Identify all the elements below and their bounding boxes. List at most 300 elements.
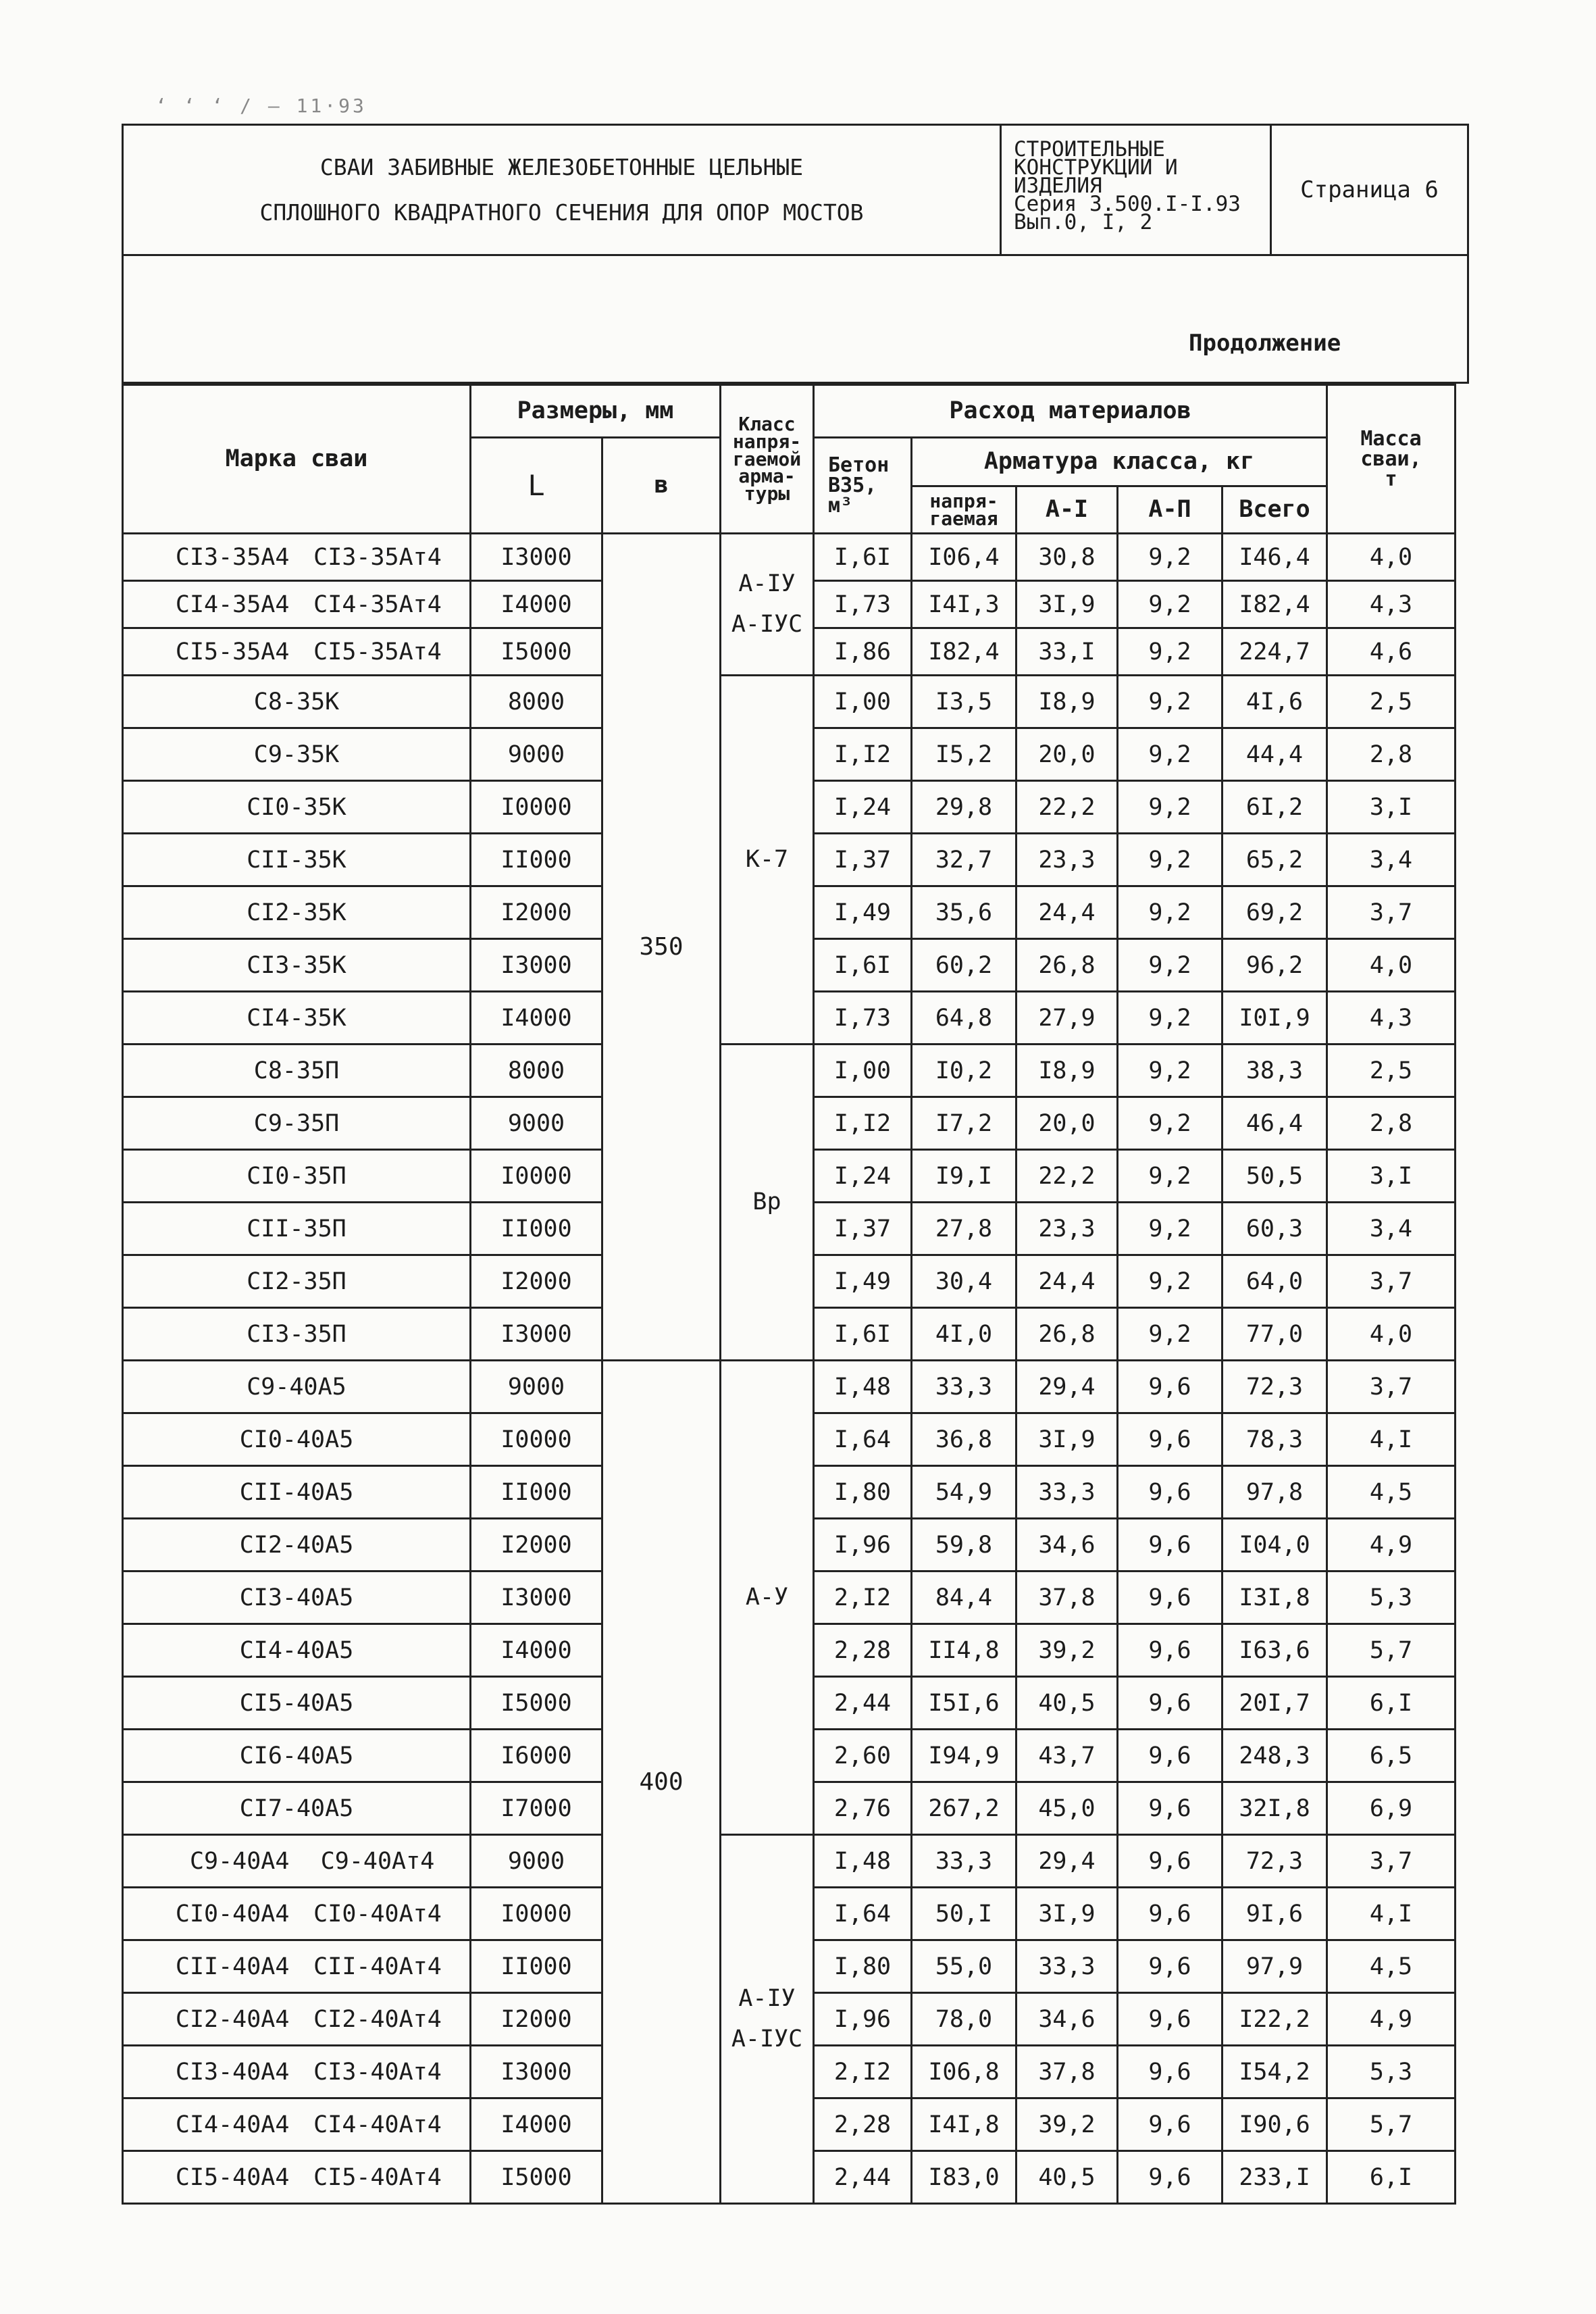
- pile-mark: CI2-35К: [123, 886, 471, 939]
- col-mark-header: Марка сваи: [123, 385, 471, 534]
- pile-mark-alt: C9-40Ат4: [320, 1847, 435, 1875]
- pile-length: 8000: [471, 1045, 602, 1097]
- pile-length: 8000: [471, 676, 602, 728]
- concrete-volume: I,49: [814, 1255, 912, 1308]
- document-title: [124, 126, 1002, 254]
- pile-mass: 4,9: [1327, 1993, 1456, 2046]
- width-group-400: 400: [602, 1361, 721, 2204]
- rebar-a1: 27,9: [1016, 992, 1118, 1045]
- rebar-total: 97,9: [1222, 1940, 1327, 1993]
- class-group-a4: [721, 534, 814, 676]
- prestressed-rebar: I9,I: [912, 1150, 1016, 1203]
- prestressed-rebar: 27,8: [912, 1203, 1016, 1255]
- pile-length: II000: [471, 1466, 602, 1519]
- prestressed-header-line-1: напря-: [929, 489, 998, 512]
- pile-mark: [123, 1888, 471, 1940]
- col-mass-header: [1327, 385, 1456, 534]
- table-row: [123, 676, 1456, 728]
- prestressed-rebar: 60,2: [912, 939, 1016, 992]
- pile-length: I2000: [471, 1255, 602, 1308]
- pile-mass: 4,0: [1327, 1308, 1456, 1361]
- rebar-a1: 20,0: [1016, 1097, 1118, 1150]
- rebar-a1: 23,3: [1016, 1203, 1118, 1255]
- pile-mass: 5,3: [1327, 2046, 1456, 2098]
- concrete-volume: I,64: [814, 1888, 912, 1940]
- rebar-a1: 34,6: [1016, 1519, 1118, 1571]
- prestressed-rebar: 54,9: [912, 1466, 1016, 1519]
- pile-mass: 3,I: [1327, 1150, 1456, 1203]
- pile-mass: 3,7: [1327, 1255, 1456, 1308]
- pile-length: I0000: [471, 1413, 602, 1466]
- pile-mass: 6,9: [1327, 1782, 1456, 1835]
- rebar-a2: 9,6: [1118, 1940, 1222, 1993]
- pile-mass: 6,I: [1327, 2151, 1456, 2204]
- pile-mark: CI2-40А5: [123, 1519, 471, 1571]
- prestressed-rebar: I94,9: [912, 1730, 1016, 1782]
- pile-mass: 6,I: [1327, 1677, 1456, 1730]
- pile-mass: 3,7: [1327, 1361, 1456, 1413]
- concrete-volume: I,00: [814, 1045, 912, 1097]
- pile-mark: CI3-40А5: [123, 1571, 471, 1624]
- rebar-a1: 45,0: [1016, 1782, 1118, 1835]
- rebar-a2: 9,6: [1118, 1993, 1222, 2046]
- col-length-header: L: [471, 438, 602, 534]
- mass-header-line-2: сваи,: [1360, 447, 1422, 471]
- pile-mark-primary: CI4-40А4: [175, 2111, 290, 2138]
- concrete-volume: 2,44: [814, 2151, 912, 2204]
- pile-mass: 4,0: [1327, 534, 1456, 581]
- document-code-mark: ʻ ʻ ʻ / — 11·93: [155, 95, 367, 117]
- prestressed-rebar: I4I,3: [912, 581, 1016, 628]
- pile-length: I3000: [471, 534, 602, 581]
- table-body: [123, 534, 1456, 2204]
- rebar-a2: 9,6: [1118, 1466, 1222, 1519]
- pile-mark-alt: CI5-35Ат4: [313, 638, 442, 665]
- concrete-header-line-2: В35,: [828, 473, 877, 497]
- rebar-a2: 9,2: [1118, 781, 1222, 834]
- concrete-volume: I,24: [814, 1150, 912, 1203]
- table-row: [123, 1361, 1456, 1413]
- prestressed-rebar: 59,8: [912, 1519, 1016, 1571]
- table-row: [123, 1045, 1456, 1097]
- rebar-a1: 22,2: [1016, 1150, 1118, 1203]
- rebar-a2: 9,2: [1118, 534, 1222, 581]
- prestressed-rebar: 78,0: [912, 1993, 1016, 2046]
- pile-mark: CI6-40А5: [123, 1730, 471, 1782]
- width-group-350: 350: [602, 534, 721, 1361]
- concrete-volume: I,24: [814, 781, 912, 834]
- pile-mark-primary: CI3-35А4: [175, 543, 290, 571]
- class-label: К-7: [745, 845, 789, 873]
- pile-mark: CI2-35П: [123, 1255, 471, 1308]
- pile-mass: 4,I: [1327, 1888, 1456, 1940]
- prestressed-rebar: 36,8: [912, 1413, 1016, 1466]
- pile-length: II000: [471, 1203, 602, 1255]
- class-header-line-4: арма-: [738, 465, 796, 488]
- prestressed-rebar: 33,3: [912, 1835, 1016, 1888]
- rebar-a2: 9,2: [1118, 1308, 1222, 1361]
- prestressed-rebar: II4,8: [912, 1624, 1016, 1677]
- continuation-label: Продолжение: [1189, 330, 1341, 357]
- concrete-volume: 2,28: [814, 2098, 912, 2151]
- mass-header-line-3: т: [1385, 467, 1397, 491]
- pile-length: 9000: [471, 1361, 602, 1413]
- pile-mark: C8-35П: [123, 1045, 471, 1097]
- pile-mark-alt: CI2-40Ат4: [313, 2005, 442, 2033]
- rebar-a2: 9,6: [1118, 1677, 1222, 1730]
- pile-mark: C9-40А5: [123, 1361, 471, 1413]
- rebar-a1: 33,3: [1016, 1466, 1118, 1519]
- rebar-a1: 3I,9: [1016, 1413, 1118, 1466]
- rebar-a1: 37,8: [1016, 1571, 1118, 1624]
- rebar-a1: 22,2: [1016, 781, 1118, 834]
- pile-mark: C8-35К: [123, 676, 471, 728]
- rebar-a1: 20,0: [1016, 728, 1118, 781]
- rebar-total: 50,5: [1222, 1150, 1327, 1203]
- prestressed-rebar: 84,4: [912, 1571, 1016, 1624]
- pile-mark-primary: CI5-35А4: [175, 638, 290, 665]
- pile-mark-primary: CI5-40А4: [175, 2163, 290, 2191]
- rebar-a1: 33,I: [1016, 628, 1118, 676]
- pile-length: I3000: [471, 1308, 602, 1361]
- rebar-total: I04,0: [1222, 1519, 1327, 1571]
- pile-mark-primary: CI3-40А4: [175, 2058, 290, 2086]
- rebar-a1: I8,9: [1016, 676, 1118, 728]
- rebar-a2: 9,2: [1118, 1255, 1222, 1308]
- title-block-divider: [124, 254, 1467, 256]
- pile-length: I6000: [471, 1730, 602, 1782]
- title-line-1: СВАИ ЗАБИВНЫЕ ЖЕЛЕЗОБЕТОННЫЕ ЦЕЛЬНЫЕ: [319, 154, 804, 180]
- pile-mark-alt: CI0-40Ат4: [313, 1900, 442, 1928]
- concrete-volume: 2,I2: [814, 2046, 912, 2098]
- pile-mass: 2,5: [1327, 1045, 1456, 1097]
- rebar-a2: 9,6: [1118, 1413, 1222, 1466]
- rebar-total: I0I,9: [1222, 992, 1327, 1045]
- concrete-volume: I,6I: [814, 534, 912, 581]
- rebar-a2: 9,6: [1118, 1835, 1222, 1888]
- rebar-total: 72,3: [1222, 1835, 1327, 1888]
- rebar-a2: 9,6: [1118, 1519, 1222, 1571]
- rebar-a1: 37,8: [1016, 2046, 1118, 2098]
- pile-length: 9000: [471, 1097, 602, 1150]
- pile-length: 9000: [471, 1835, 602, 1888]
- series-line-2: КОНСТРУКЦИИ И: [1014, 155, 1178, 180]
- rebar-total: 72,3: [1222, 1361, 1327, 1413]
- pile-mark: CI4-35К: [123, 992, 471, 1045]
- pile-mark: [123, 628, 471, 676]
- rebar-total: 64,0: [1222, 1255, 1327, 1308]
- pile-mass: 3,7: [1327, 1835, 1456, 1888]
- rebar-total: 77,0: [1222, 1308, 1327, 1361]
- rebar-a1: 30,8: [1016, 534, 1118, 581]
- rebar-a1: 29,4: [1016, 1835, 1118, 1888]
- rebar-a2: 9,2: [1118, 676, 1222, 728]
- pile-mass: 3,4: [1327, 1203, 1456, 1255]
- rebar-a2: 9,2: [1118, 1045, 1222, 1097]
- concrete-volume: I,73: [814, 581, 912, 628]
- rebar-total: I63,6: [1222, 1624, 1327, 1677]
- col-total-header: Всего: [1222, 486, 1327, 534]
- rebar-a2: 9,6: [1118, 2046, 1222, 2098]
- class-label: Вр: [752, 1188, 781, 1215]
- concrete-volume: 2,44: [814, 1677, 912, 1730]
- page-number: Страница 6: [1300, 176, 1439, 203]
- rebar-a1: 26,8: [1016, 939, 1118, 992]
- concrete-volume: I,I2: [814, 1097, 912, 1150]
- rebar-total: 44,4: [1222, 728, 1327, 781]
- prestressed-rebar: I06,4: [912, 534, 1016, 581]
- rebar-a2: 9,2: [1118, 1203, 1222, 1255]
- rebar-a1: 23,3: [1016, 834, 1118, 886]
- pile-mark-alt: CI4-35Ат4: [313, 590, 442, 618]
- pile-mark: [123, 2046, 471, 2098]
- prestressed-header-line-2: гаемая: [929, 507, 998, 530]
- pile-mass: 4,5: [1327, 1466, 1456, 1519]
- rebar-total: 4I,6: [1222, 676, 1327, 728]
- pile-mass: 5,7: [1327, 1624, 1456, 1677]
- rebar-a1: 43,7: [1016, 1730, 1118, 1782]
- concrete-volume: I,80: [814, 1466, 912, 1519]
- rebar-total: I22,2: [1222, 1993, 1327, 2046]
- prestressed-rebar: 33,3: [912, 1361, 1016, 1413]
- pile-mark: CII-35П: [123, 1203, 471, 1255]
- rebar-a2: 9,2: [1118, 992, 1222, 1045]
- rebar-a1: 34,6: [1016, 1993, 1118, 2046]
- rebar-a1: 39,2: [1016, 1624, 1118, 1677]
- prestressed-rebar: 29,8: [912, 781, 1016, 834]
- pile-length: I5000: [471, 628, 602, 676]
- prestressed-rebar: 35,6: [912, 886, 1016, 939]
- pile-length: I0000: [471, 1150, 602, 1203]
- concrete-volume: 2,76: [814, 1782, 912, 1835]
- rebar-a2: 9,6: [1118, 1624, 1222, 1677]
- pile-mark: CI5-40А5: [123, 1677, 471, 1730]
- series-line-3: ИЗДЕЛИЯ: [1014, 174, 1102, 198]
- rebar-a2: 9,6: [1118, 2098, 1222, 2151]
- rebar-total: I54,2: [1222, 2046, 1327, 2098]
- col-prestressed-header: [912, 486, 1016, 534]
- rebar-total: 32I,8: [1222, 1782, 1327, 1835]
- pile-mark-primary: CI4-35А4: [175, 590, 290, 618]
- class-label: А-IУ: [738, 570, 796, 597]
- prestressed-rebar: I06,8: [912, 2046, 1016, 2098]
- series-line-4: Серия 3.500.I-I.93: [1014, 192, 1241, 216]
- pile-mass: 4,I: [1327, 1413, 1456, 1466]
- pile-mass: 2,8: [1327, 1097, 1456, 1150]
- pile-mass: 4,5: [1327, 1940, 1456, 1993]
- pile-mark: [123, 581, 471, 628]
- pile-length: I3000: [471, 939, 602, 992]
- pile-mass: 5,3: [1327, 1571, 1456, 1624]
- prestressed-rebar: I82,4: [912, 628, 1016, 676]
- class-group-a5: [721, 1361, 814, 1835]
- rebar-a2: 9,2: [1118, 886, 1222, 939]
- pile-length: I2000: [471, 886, 602, 939]
- pile-mass: 2,5: [1327, 676, 1456, 728]
- prestressed-rebar: I4I,8: [912, 2098, 1016, 2151]
- rebar-a2: 9,2: [1118, 728, 1222, 781]
- class-label: А-IУС: [731, 2025, 803, 2053]
- pile-mark: CI3-35К: [123, 939, 471, 992]
- pile-mark-alt: CII-40Ат4: [313, 1953, 442, 1980]
- concrete-volume: 2,60: [814, 1730, 912, 1782]
- pile-length: I0000: [471, 781, 602, 834]
- class-group-k7: [721, 676, 814, 1045]
- series-line-5: Вып.0, I, 2: [1014, 210, 1153, 234]
- concrete-volume: I,49: [814, 886, 912, 939]
- rebar-total: 20I,7: [1222, 1677, 1327, 1730]
- concrete-volume: I,86: [814, 628, 912, 676]
- concrete-volume: 2,28: [814, 1624, 912, 1677]
- piles-table: [122, 384, 1456, 2205]
- col-concrete-header: [814, 438, 912, 534]
- prestressed-rebar: I5,2: [912, 728, 1016, 781]
- class-header-line-3: гаемой: [732, 447, 802, 470]
- pile-length: I3000: [471, 1571, 602, 1624]
- rebar-a1: 26,8: [1016, 1308, 1118, 1361]
- pile-length: I4000: [471, 2098, 602, 2151]
- rebar-total: 46,4: [1222, 1097, 1327, 1150]
- class-header-line-2: напря-: [732, 430, 802, 453]
- pile-length: I5000: [471, 2151, 602, 2204]
- mass-header-line-1: Масса: [1360, 426, 1422, 451]
- pile-mass: 4,3: [1327, 581, 1456, 628]
- rebar-total: 65,2: [1222, 834, 1327, 886]
- col-materials-header: Расход материалов: [814, 385, 1327, 438]
- pile-mark-primary: CI2-40А4: [175, 2005, 290, 2033]
- col-rebar-header: Арматура класса, кг: [912, 438, 1327, 486]
- rebar-a2: 9,2: [1118, 939, 1222, 992]
- pile-mark: CI0-35П: [123, 1150, 471, 1203]
- rebar-total: 248,3: [1222, 1730, 1327, 1782]
- pile-mark: [123, 2098, 471, 2151]
- pile-length: I7000: [471, 1782, 602, 1835]
- pile-length: I2000: [471, 1519, 602, 1571]
- concrete-volume: I,I2: [814, 728, 912, 781]
- class-label: А-У: [745, 1583, 789, 1611]
- rebar-a2: 9,6: [1118, 1888, 1222, 1940]
- concrete-volume: I,96: [814, 1993, 912, 2046]
- col-class-header: [721, 385, 814, 534]
- prestressed-rebar: 50,I: [912, 1888, 1016, 1940]
- prestressed-rebar: 30,4: [912, 1255, 1016, 1308]
- class-group-a4-400: [721, 1835, 814, 2204]
- concrete-volume: I,6I: [814, 939, 912, 992]
- rebar-a1: 33,3: [1016, 1940, 1118, 1993]
- pile-mark: CI4-40А5: [123, 1624, 471, 1677]
- pile-mark-alt: CI5-40Ат4: [313, 2163, 442, 2191]
- prestressed-rebar: I5I,6: [912, 1677, 1016, 1730]
- prestressed-rebar: 64,8: [912, 992, 1016, 1045]
- concrete-volume: I,64: [814, 1413, 912, 1466]
- prestressed-rebar: I3,5: [912, 676, 1016, 728]
- col-width-header: в: [602, 438, 721, 534]
- title-line-2: СПЛОШНОГО КВАДРАТНОГО СЕЧЕНИЯ ДЛЯ ОПОР МОСТОВ: [259, 199, 864, 226]
- pile-length: II000: [471, 1940, 602, 1993]
- pile-mark: CII-40А5: [123, 1466, 471, 1519]
- pile-mark: C9-35П: [123, 1097, 471, 1150]
- pile-mark: CI7-40А5: [123, 1782, 471, 1835]
- concrete-header-line-1: Бетон: [828, 453, 890, 477]
- pile-length: I4000: [471, 581, 602, 628]
- rebar-total: 233,I: [1222, 2151, 1327, 2204]
- concrete-volume: I,96: [814, 1519, 912, 1571]
- prestressed-rebar: 4I,0: [912, 1308, 1016, 1361]
- rebar-a2: 9,6: [1118, 1730, 1222, 1782]
- pile-length: I2000: [471, 1993, 602, 2046]
- rebar-total: 224,7: [1222, 628, 1327, 676]
- pile-mark-primary: C9-40А4: [189, 1847, 290, 1875]
- concrete-volume: I,73: [814, 992, 912, 1045]
- class-label: А-IУ: [738, 1985, 796, 2012]
- class-group-vr: [721, 1045, 814, 1361]
- pile-mark: [123, 2151, 471, 2204]
- rebar-a2: 9,6: [1118, 1571, 1222, 1624]
- pile-length: I3000: [471, 2046, 602, 2098]
- col-a1-header: А-I: [1016, 486, 1118, 534]
- pile-mass: 3,I: [1327, 781, 1456, 834]
- rebar-a2: 9,2: [1118, 834, 1222, 886]
- concrete-volume: I,48: [814, 1835, 912, 1888]
- rebar-total: I90,6: [1222, 2098, 1327, 2151]
- pile-mass: 4,3: [1327, 992, 1456, 1045]
- rebar-a1: I8,9: [1016, 1045, 1118, 1097]
- rebar-a2: 9,6: [1118, 2151, 1222, 2204]
- pile-mass: 3,4: [1327, 834, 1456, 886]
- rebar-total: 6I,2: [1222, 781, 1327, 834]
- class-label: А-IУС: [731, 610, 803, 638]
- pile-mark-alt: CI3-35Ат4: [313, 543, 442, 571]
- rebar-a1: 40,5: [1016, 1677, 1118, 1730]
- prestressed-rebar: 32,7: [912, 834, 1016, 886]
- pile-mark: [123, 1993, 471, 2046]
- pile-length: II000: [471, 834, 602, 886]
- rebar-total: 78,3: [1222, 1413, 1327, 1466]
- table-row: [123, 1835, 1456, 1888]
- rebar-a1: 29,4: [1016, 1361, 1118, 1413]
- rebar-total: I46,4: [1222, 534, 1327, 581]
- rebar-total: 96,2: [1222, 939, 1327, 992]
- prestressed-rebar: I7,2: [912, 1097, 1016, 1150]
- rebar-a2: 9,6: [1118, 1782, 1222, 1835]
- rebar-total: I3I,8: [1222, 1571, 1327, 1624]
- prestressed-rebar: I83,0: [912, 2151, 1016, 2204]
- rebar-a1: 24,4: [1016, 1255, 1118, 1308]
- table-row: [123, 534, 1456, 581]
- pile-mark: CI0-35К: [123, 781, 471, 834]
- concrete-volume: I,6I: [814, 1308, 912, 1361]
- rebar-a1: 40,5: [1016, 2151, 1118, 2204]
- rebar-total: 69,2: [1222, 886, 1327, 939]
- series-line-1: СТРОИТЕЛЬНЫЕ: [1014, 137, 1165, 161]
- concrete-volume: I,00: [814, 676, 912, 728]
- concrete-volume: I,37: [814, 1203, 912, 1255]
- pile-mass: 5,7: [1327, 2098, 1456, 2151]
- pile-mark: [123, 1835, 471, 1888]
- pile-length: I0000: [471, 1888, 602, 1940]
- rebar-a2: 9,2: [1118, 628, 1222, 676]
- pile-length: I4000: [471, 992, 602, 1045]
- col-dims-header: Размеры, мм: [471, 385, 721, 438]
- rebar-a1: 3I,9: [1016, 581, 1118, 628]
- rebar-a2: 9,2: [1118, 1150, 1222, 1203]
- pile-mark: C9-35К: [123, 728, 471, 781]
- class-header-line-5: туры: [744, 482, 790, 505]
- pile-mark-alt: CI3-40Ат4: [313, 2058, 442, 2086]
- rebar-total: 60,3: [1222, 1203, 1327, 1255]
- pile-mass: 3,7: [1327, 886, 1456, 939]
- rebar-total: 38,3: [1222, 1045, 1327, 1097]
